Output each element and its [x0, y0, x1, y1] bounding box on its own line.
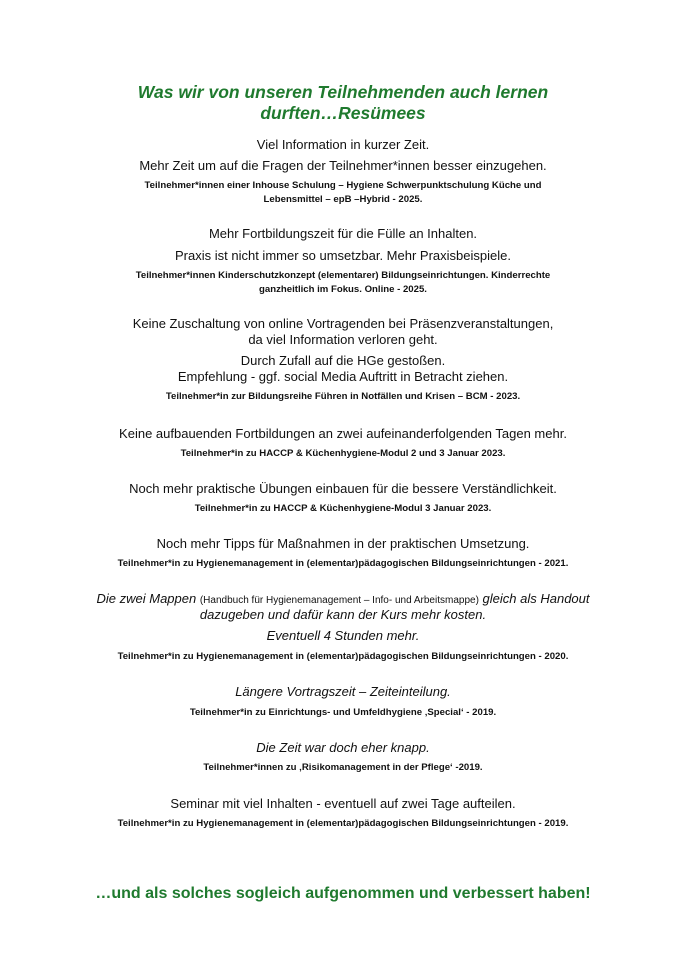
feedback-line: Mehr Zeit um auf die Fragen der Teilnehmer*innen besser einzugehen.	[139, 158, 547, 173]
feedback-line: Empfehlung - ggf. social Media Auftritt in Betracht ziehen.	[177, 369, 509, 384]
feedback-text: Die zwei Mappen	[96, 591, 197, 606]
feedback-line: Längere Vortragszeit – Zeiteinteilung.	[235, 684, 451, 699]
page-title-line-1: Was wir von unseren Teilnehmenden auch lernen	[137, 82, 549, 102]
feedback-line: Eventuell 4 Stunden mehr.	[266, 628, 420, 643]
feedback-source: Teilnehmer*in zur Bildungsreihe Führen in Notfällen und Krisen – BCM - 2023.	[165, 391, 521, 402]
feedback-source: Teilnehmer*innen Kinderschutzkonzept (elementarer) Bildungseinrichtungen. Kinderrechte	[135, 270, 551, 281]
closing-statement: …und als solches sogleich aufgenommen und verbessert haben!	[95, 885, 591, 902]
feedback-line: Die Zeit war doch eher knapp.	[256, 740, 430, 755]
feedback-note: (Handbuch für Hygienemanagement – Info- und Arbeitsmappe)	[199, 595, 479, 606]
feedback-line: Seminar mit viel Inhalten - eventuell auf zwei Tage aufteilen.	[170, 796, 516, 811]
feedback-source: Teilnehmer*in zu HACCP & Küchenhygiene-Modul 2 und 3 Januar 2023.	[180, 448, 506, 459]
feedback-source: Teilnehmer*in zu Hygienemanagement in (elementar)pädagogischen Bildungseinrichtungen - 2020.	[117, 651, 569, 662]
feedback-line: Praxis ist nicht immer so umsetzbar. Mehr Praxisbeispiele.	[175, 248, 511, 263]
feedback-source: Teilnehmer*innen zu ‚Risikomanagement in der Pflege‘ -2019.	[203, 762, 483, 773]
feedback-line: Durch Zufall auf die HGe gestoßen.	[240, 353, 446, 368]
page-title	[0, 82, 686, 124]
feedback-line: dazugeben und dafür kann der Kurs mehr kosten.	[199, 607, 487, 622]
feedback-line: Noch mehr Tipps für Maßnahmen in der praktischen Umsetzung.	[156, 536, 530, 551]
feedback-line: Keine aufbauenden Fortbildungen an zwei aufeinanderfolgenden Tagen mehr.	[119, 426, 567, 441]
feedback-source: Teilnehmer*in zu HACCP & Küchenhygiene-Modul 3 Januar 2023.	[194, 503, 492, 514]
feedback-line: Mehr Fortbildungszeit für die Fülle an Inhalten.	[208, 226, 478, 241]
feedback-line: Viel Information in kurzer Zeit.	[256, 137, 430, 152]
feedback-source: Teilnehmer*innen einer Inhouse Schulung – Hygiene Schwerpunktschulung Küche und	[144, 180, 542, 191]
feedback-source: Lebensmittel – epB –Hybrid - 2025.	[263, 194, 423, 205]
feedback-source: ganzheitlich im Fokus. Online - 2025.	[259, 284, 427, 295]
feedback-source: Teilnehmer*in zu Einrichtungs- und Umfeldhygiene ‚Special‘ - 2019.	[189, 707, 497, 718]
feedback-text: gleich als Handout	[482, 591, 590, 606]
feedback-line: da viel Information verloren geht.	[248, 332, 438, 347]
feedback-source: Teilnehmer*in zu Hygienemanagement in (elementar)pädagogischen Bildungseinrichtungen - 2019.	[117, 818, 569, 829]
feedback-line: Noch mehr praktische Übungen einbauen für die bessere Verständlichkeit.	[129, 481, 557, 496]
page-title-line-2: durften…Resümees	[260, 103, 426, 123]
feedback-line: Keine Zuschaltung von online Vortragenden bei Präsenzveranstaltungen,	[132, 316, 554, 331]
feedback-source: Teilnehmer*in zu Hygienemanagement in (elementar)pädagogischen Bildungseinrichtungen - 2021.	[117, 558, 569, 569]
